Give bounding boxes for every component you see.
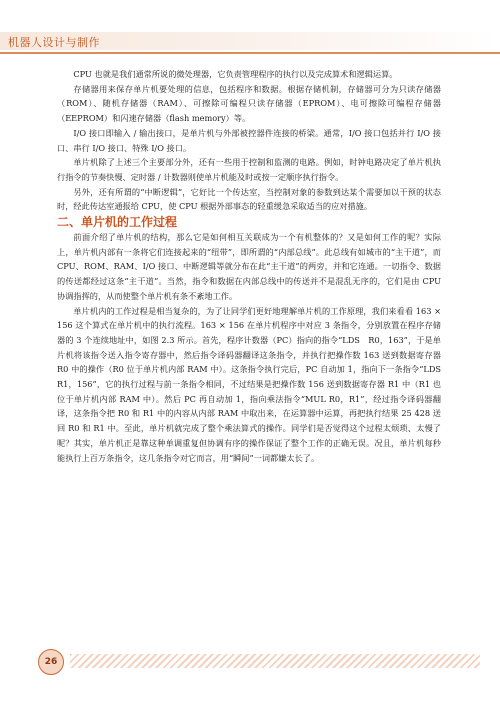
header-divider	[0, 52, 500, 54]
paragraph-bus: 前面介绍了单片机的结构，那么它是如何相互关联成为一个有机整体的？又是如何工作的呢？实际上，单片机内部有一条将它们连接起来的“纽带”，即所谓的“内部总线”。此总线有如城市的“主干道”，而 CPU、ROM、RAM、I/O 接口、中断逻辑等就分布在此“主干道”的两旁，并和它连通。一切指令、数据的传送都经过这条“主干道”。当然，指令和数据在内部总线中的传送并不是混乱无序的，它们是由 CPU 协调指挥的，从而使整个单片机有条不紊地工作。	[57, 232, 441, 301]
book-title: 机器人设计与制作	[8, 36, 100, 49]
section-heading: 二、单片机的工作过程	[57, 215, 178, 230]
paragraph-cpu: CPU 也就是我们通常所说的微处理器，它负责管理程序的执行以及完成算术和逻辑运算。	[73, 69, 398, 79]
paragraph-memory: 存储器用来保存单片机要处理的信息，包括程序和数据。根据存储机制，存储器可分为只读存储器（ROM）、随机存储器（RAM）、可擦除可编程只读存储器（EPROM）、电可擦除可编程存储器（EEPROM）和闪速存储器（flash memory）等。	[57, 83, 441, 124]
footer-decoration	[70, 654, 480, 668]
paragraph-work-process: 单片机内的工作过程是相当复杂的，为了让同学们更好地理解单片机的工作原理，我们来看看 163 × 156 这个算式在单片机中的执行流程。163 × 156 在单片机程序中对应 3 条指令，分别放置在程序存储器的 3 个连续地址中，如图 2.3 所示。首先，程序计数器（PC）指向的指令“LDS R0，163”，于是单片机将该指令送入指令寄存器中，然后指令译码器翻译这条指令，并执行把操作数 163 送到数据寄存器 R0 中的操作（R0 位于单片机内部 RAM 中）。这条指令执行完后，PC 自动加 1，指向下一条指令“LDS R1，156”，它的执行过程与前一条指令相同，不过结果是把操作数 156 送到数据寄存器 R1 中（R1 也位于单片机内部 RAM 中）。然后 PC 再自动加 1，指向乘法指令“MUL R0，R1”，经过指令译码器翻译，这条指令把 R0 和 R1 中的内容从内部 RAM 中取出来，在运算器中运算，再把执行结果 25 428 送回 R0 和 R1 中。至此，单片机就完成了整个乘法算式的操作。同学们是否觉得这个过程太烦琐、太慢了呢？其实，单片机正是靠这种单调重复但协调有序的操作保证了整个工作的正确无误。况且，单片机每秒能执行上百万条指令，这几条指令对它而言，用“瞬间”一词都嫌太长了。	[57, 305, 450, 463]
page-number: 26	[38, 649, 64, 675]
page-body	[57, 67, 450, 465]
paragraph-io: I/O 接口即输入 / 输出接口，是单片机与外部被控器件连接的桥梁。通常，I/O 接口包括并行 I/O 接口、串行 I/O 接口、特殊 I/O 接口。	[57, 127, 441, 153]
paragraph-control-circuits: 单片机除了上述三个主要部分外，还有一些用于控制和监测的电路。例如，时钟电路决定了单片机执行指令的节奏快慢、定时器 / 计数器则使单片机能及时或按一定顺序执行指令。	[57, 157, 441, 182]
paragraph-interrupt: 另外，还有所谓的“中断逻辑”，它好比一个传达室，当控制对象的参数到达某个需要加以干预的状态时，经此传达室通报给 CPU，使 CPU 根据外部事态的轻重缓急采取适当的应对措施。	[57, 186, 441, 212]
